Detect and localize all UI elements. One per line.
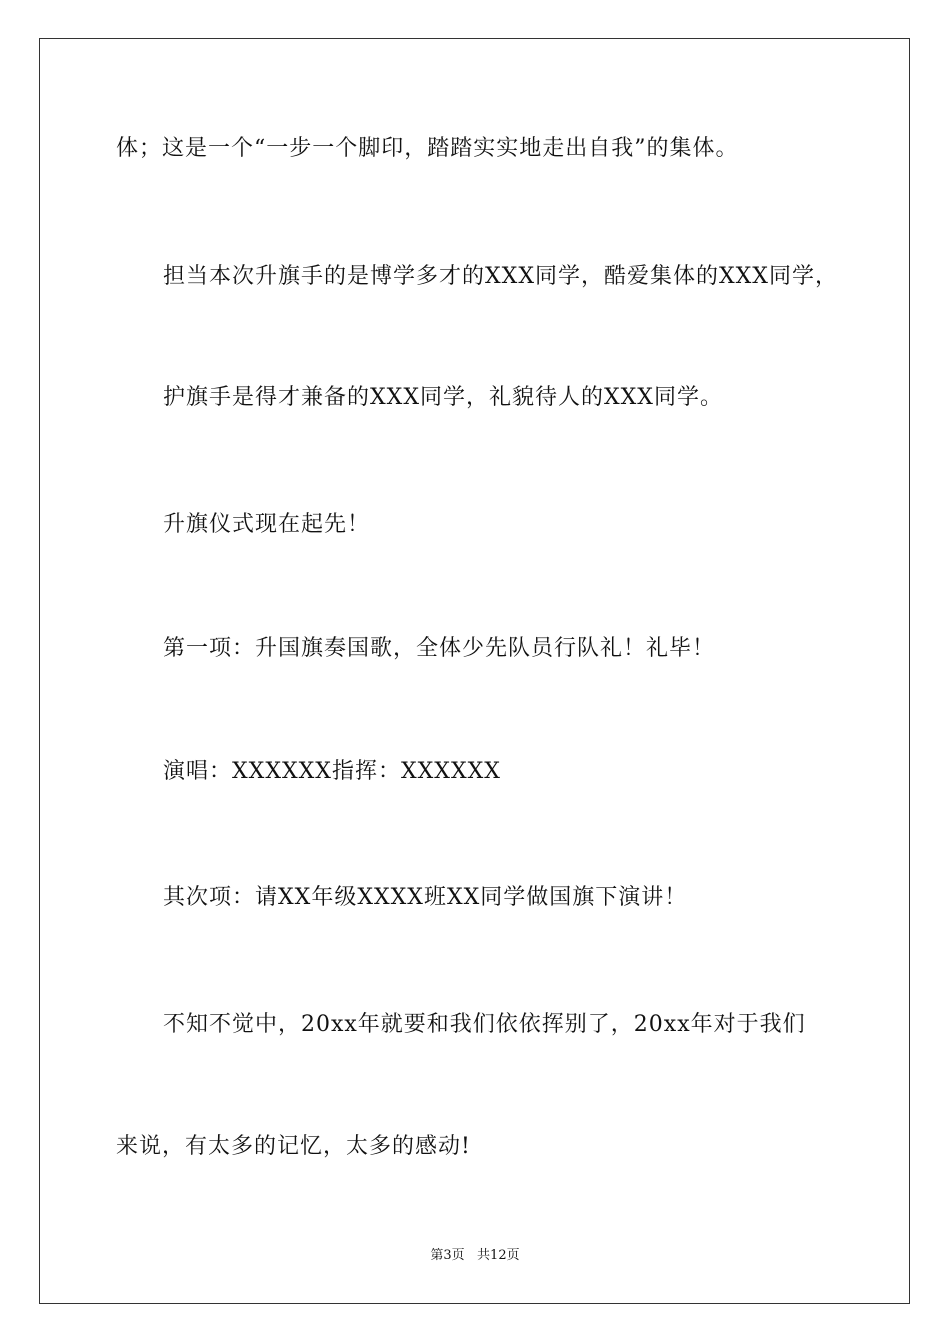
paragraph-line: 担当本次升旗手的是博学多才的XXX同学，酷爱集体的XXX同学，: [163, 264, 838, 289]
page-border: [39, 38, 910, 1304]
paragraph-line: 护旗手是得才兼备的XXX同学，礼貌待人的XXX同学。: [163, 385, 723, 410]
paragraph-line: 演唱：XXXXXX指挥：XXXXXX: [163, 759, 501, 784]
paragraph-line: 体；这是一个“一步一个脚印，踏踏实实地走出自我”的集体。: [116, 136, 739, 161]
paragraph-line: 来说，有太多的记忆，太多的感动!: [116, 1134, 471, 1159]
paragraph-line: 不知不觉中，20xx年就要和我们依依挥别了，20xx年对于我们: [163, 1012, 806, 1037]
page-number-footer: 第3页 共12页: [430, 1248, 520, 1263]
paragraph-line: 第一项：升国旗奏国歌，全体少先队员行队礼！礼毕！: [163, 636, 716, 661]
paragraph-line: 升旗仪式现在起先！: [163, 512, 371, 537]
paragraph-line: 其次项：请XX年级XXXX班XX同学做国旗下演讲！: [163, 885, 688, 910]
